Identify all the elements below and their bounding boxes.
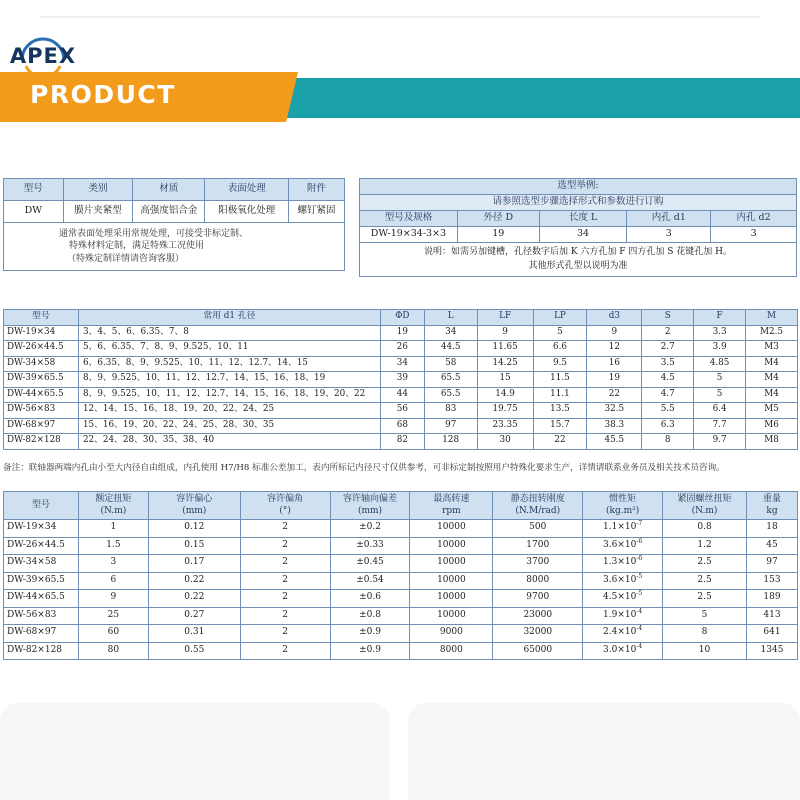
performance-header-cell xyxy=(493,492,583,520)
spec-cell: 高强度铝合金 xyxy=(133,201,205,223)
dimension-cell: 14.25 xyxy=(477,356,533,372)
torque-cell: 1.5 xyxy=(78,537,148,555)
torque-cell: 6 xyxy=(78,572,148,590)
header-unit: (N.m) xyxy=(100,505,127,516)
apex-logo xyxy=(8,36,78,82)
axial-cell: ±0.9 xyxy=(330,625,410,643)
dimension-cell: 3.5 xyxy=(642,356,694,372)
spec-header-cell: 表面处理 xyxy=(205,179,289,201)
inertia-exponent: -5 xyxy=(636,572,643,580)
inertia-exponent: -4 xyxy=(636,625,643,633)
example-title: 选型举例: xyxy=(360,179,797,195)
header-label: 容许偏角 xyxy=(267,494,304,505)
dimension-header-cell: 型号 xyxy=(4,310,79,326)
spec-note-line: 通常表面处理采用常规处理，可接受非标定制、 xyxy=(59,229,249,240)
dimension-cell: 44 xyxy=(380,387,424,403)
torque-cell: 60 xyxy=(78,625,148,643)
inertia-exponent: -4 xyxy=(636,607,643,615)
performance-table-body xyxy=(4,520,798,660)
dimension-cell: 68 xyxy=(380,418,424,434)
ecc-cell: 0.22 xyxy=(148,590,240,608)
header-label: 紧固螺丝扭矩 xyxy=(677,494,732,505)
spec-cell: DW xyxy=(4,201,64,223)
example-cell: 19 xyxy=(457,227,539,243)
inertia-mantissa: 4.5×10 xyxy=(603,592,637,603)
dimension-row xyxy=(4,356,798,372)
dimension-cell: 58 xyxy=(424,356,477,372)
dimension-table xyxy=(3,309,798,450)
dimension-cell: M6 xyxy=(746,418,798,434)
spec-cell: 螺钉紧固 xyxy=(289,201,345,223)
screw-cell: 10 xyxy=(663,642,747,660)
weight-cell: 97 xyxy=(746,555,797,573)
header-unit: (mm) xyxy=(357,505,383,516)
example-row xyxy=(360,227,797,243)
dimension-table-body xyxy=(4,325,798,449)
axial-cell: ±0.6 xyxy=(330,590,410,608)
dimension-cell: 5 xyxy=(694,372,746,388)
angle-cell: 2 xyxy=(240,572,330,590)
rpm-cell: 10000 xyxy=(410,607,493,625)
dimension-header-cell: LP xyxy=(533,310,587,326)
dimension-cell: 83 xyxy=(424,403,477,419)
example-cell: 34 xyxy=(539,227,627,243)
dimension-cell: 34 xyxy=(424,325,477,341)
dimension-header-cell: F xyxy=(694,310,746,326)
stiff-cell: 3700 xyxy=(493,555,583,573)
performance-header-cell xyxy=(410,492,493,520)
dimension-cell: 23.35 xyxy=(477,418,533,434)
model-cell: DW-34×58 xyxy=(4,555,79,573)
dimension-cell: 3.3 xyxy=(694,325,746,341)
bore-sizes-cell: 15、16、19、20、22、24、25、28、30、35 xyxy=(78,418,380,434)
performance-row xyxy=(4,537,798,555)
performance-row xyxy=(4,607,798,625)
dimension-cell: M4 xyxy=(746,372,798,388)
dimension-header-cell: L xyxy=(424,310,477,326)
inertia-cell xyxy=(583,555,663,573)
model-cell: DW-39×65.5 xyxy=(4,572,79,590)
inertia-exponent: -6 xyxy=(636,555,643,563)
model-cell: DW-26×44.5 xyxy=(4,537,79,555)
spec-header-cell: 型号 xyxy=(4,179,64,201)
performance-header-cell xyxy=(4,492,79,520)
model-cell: DW-34×58 xyxy=(4,356,79,372)
dimension-cell: 8 xyxy=(642,434,694,450)
dimension-cell: 9 xyxy=(477,325,533,341)
dimension-cell: 45.5 xyxy=(587,434,642,450)
dimension-cell: 39 xyxy=(380,372,424,388)
example-note-line: 其他形式孔型以说明为准 xyxy=(528,260,628,271)
stiff-cell: 23000 xyxy=(493,607,583,625)
performance-header-cell xyxy=(583,492,663,520)
header-unit: (N.m) xyxy=(691,505,718,516)
model-cell: DW-56×83 xyxy=(4,607,79,625)
header-label: 型号 xyxy=(31,499,50,510)
weight-cell: 1345 xyxy=(746,642,797,660)
dimension-cell: 5.5 xyxy=(642,403,694,419)
performance-row xyxy=(4,520,798,538)
inertia-cell xyxy=(583,625,663,643)
dimension-cell: 9.7 xyxy=(694,434,746,450)
dimension-row xyxy=(4,341,798,357)
dimension-cell: 34 xyxy=(380,356,424,372)
model-cell: DW-68×97 xyxy=(4,625,79,643)
spec-note-line: 特殊材料定制，满足特殊工况使用 xyxy=(69,241,205,252)
selection-example-table xyxy=(359,178,797,277)
weight-cell: 189 xyxy=(746,590,797,608)
ecc-cell: 0.17 xyxy=(148,555,240,573)
example-subtitle-row xyxy=(360,195,797,211)
dimension-header-cell: LF xyxy=(477,310,533,326)
ecc-cell: 0.12 xyxy=(148,520,240,538)
header-label: 重量 xyxy=(762,494,781,505)
rpm-cell: 8000 xyxy=(410,642,493,660)
model-cell: DW-26×44.5 xyxy=(4,341,79,357)
dimension-cell: 97 xyxy=(424,418,477,434)
spec-note xyxy=(4,223,345,271)
inertia-mantissa: 2.4×10 xyxy=(603,627,637,638)
axial-cell: ±0.8 xyxy=(330,607,410,625)
bore-sizes-cell: 8、9、9.525、10、11、12、12.7、14、15、16、18、19、20、22 xyxy=(78,387,380,403)
top-divider xyxy=(40,16,760,18)
inertia-mantissa: 3.0×10 xyxy=(603,644,637,655)
header-unit: rpm xyxy=(442,505,461,516)
ecc-cell: 0.31 xyxy=(148,625,240,643)
dimension-header-cell: ΦD xyxy=(380,310,424,326)
dimension-cell: M3 xyxy=(746,341,798,357)
dimension-header-cell: d3 xyxy=(587,310,642,326)
bore-sizes-cell: 12、14、15、16、18、19、20、22、24、25 xyxy=(78,403,380,419)
axial-cell: ±0.45 xyxy=(330,555,410,573)
dimension-cell: M2.5 xyxy=(746,325,798,341)
stiff-cell: 8000 xyxy=(493,572,583,590)
dimension-cell: 19 xyxy=(587,372,642,388)
header-label: 静态扭转刚度 xyxy=(510,494,565,505)
rpm-cell: 10000 xyxy=(410,555,493,573)
spec-cell: 阳极氧化处理 xyxy=(205,201,289,223)
logo-text: APEX xyxy=(9,44,77,68)
inertia-cell xyxy=(583,590,663,608)
example-subtitle: 请参照选型步骤选择形式和参数进行订购 xyxy=(360,195,797,211)
screw-cell: 5 xyxy=(663,607,747,625)
header-unit: (kg.m²) xyxy=(606,505,640,516)
rpm-cell: 10000 xyxy=(410,590,493,608)
dimension-cell: M5 xyxy=(746,403,798,419)
weight-cell: 153 xyxy=(746,572,797,590)
banner-title: PRODUCT xyxy=(30,80,176,109)
header-unit: (mm) xyxy=(182,505,207,516)
inertia-exponent: -7 xyxy=(636,520,643,528)
model-cell: DW-19×34 xyxy=(4,325,79,341)
dimension-row xyxy=(4,418,798,434)
performance-header-cell xyxy=(663,492,747,520)
model-cell: DW-82×128 xyxy=(4,434,79,450)
header-label: 容许轴向偏差 xyxy=(342,494,397,505)
performance-header-cell xyxy=(78,492,148,520)
header-unit: (°) xyxy=(279,505,291,516)
dimension-cell: M8 xyxy=(746,434,798,450)
torque-cell: 25 xyxy=(78,607,148,625)
screw-cell: 2.5 xyxy=(663,590,747,608)
dimension-header-cell: M xyxy=(746,310,798,326)
stiff-cell: 32000 xyxy=(493,625,583,643)
header-label: 额定扭矩 xyxy=(95,494,132,505)
axial-cell: ±0.2 xyxy=(330,520,410,538)
dimension-cell: 11.65 xyxy=(477,341,533,357)
dimension-cell: 6.6 xyxy=(533,341,587,357)
example-note-line: 说明：如需另加键槽，孔径数字后加 K 六方孔加 F 四方孔加 S 花键孔加 H。 xyxy=(423,247,732,258)
dimension-cell: 6.4 xyxy=(694,403,746,419)
torque-cell: 3 xyxy=(78,555,148,573)
torque-cell: 1 xyxy=(78,520,148,538)
inertia-cell xyxy=(583,607,663,625)
spec-note-line: （特殊定制详情请咨询客服） xyxy=(67,253,185,264)
performance-header-cell xyxy=(240,492,330,520)
example-header-cell: 内孔 d1 xyxy=(627,211,711,227)
dimension-cell: 4.7 xyxy=(642,387,694,403)
torque-cell: 9 xyxy=(78,590,148,608)
weight-cell: 413 xyxy=(746,607,797,625)
model-cell: DW-44×65.5 xyxy=(4,387,79,403)
model-cell: DW-56×83 xyxy=(4,403,79,419)
performance-header-row xyxy=(4,492,798,520)
dimension-cell: 4.5 xyxy=(642,372,694,388)
spec-header-cell: 材质 xyxy=(133,179,205,201)
spec-table xyxy=(3,178,345,271)
dimension-cell: 6.3 xyxy=(642,418,694,434)
model-cell: DW-19×34 xyxy=(4,520,79,538)
dimension-cell: 65.5 xyxy=(424,372,477,388)
bore-sizes-cell: 6、6.35、8、9、9.525、10、11、12、12.7、14、15 xyxy=(78,356,380,372)
dimension-cell: 11.1 xyxy=(533,387,587,403)
inertia-mantissa: 1.9×10 xyxy=(603,609,637,620)
inertia-mantissa: 3.6×10 xyxy=(603,574,637,585)
dimension-cell: 44.5 xyxy=(424,341,477,357)
performance-row xyxy=(4,572,798,590)
spec-header-cell: 类别 xyxy=(63,179,133,201)
dimension-cell: 65.5 xyxy=(424,387,477,403)
dimension-cell: 5 xyxy=(694,387,746,403)
inertia-exponent: -6 xyxy=(636,537,643,545)
dimension-row xyxy=(4,325,798,341)
spec-note-row xyxy=(4,223,345,271)
weight-cell: 45 xyxy=(746,537,797,555)
ecc-cell: 0.15 xyxy=(148,537,240,555)
inertia-cell xyxy=(583,642,663,660)
dimension-cell: 2 xyxy=(642,325,694,341)
dimension-cell: 3.9 xyxy=(694,341,746,357)
performance-row xyxy=(4,642,798,660)
dimension-cell: 13.5 xyxy=(533,403,587,419)
inertia-mantissa: 1.3×10 xyxy=(603,557,637,568)
ecc-cell: 0.27 xyxy=(148,607,240,625)
spec-cell: 膜片夹紧型 xyxy=(63,201,133,223)
axial-cell: ±0.54 xyxy=(330,572,410,590)
dimension-cell: 9.5 xyxy=(533,356,587,372)
inertia-exponent: -5 xyxy=(636,590,643,598)
dimension-cell: 19 xyxy=(380,325,424,341)
screw-cell: 0.8 xyxy=(663,520,747,538)
screw-cell: 1.2 xyxy=(663,537,747,555)
angle-cell: 2 xyxy=(240,520,330,538)
dimension-cell: 5 xyxy=(533,325,587,341)
bore-sizes-cell: 22、24、28、30、35、38、40 xyxy=(78,434,380,450)
dimension-cell: 2.7 xyxy=(642,341,694,357)
model-cell: DW-82×128 xyxy=(4,642,79,660)
dimension-cell: 82 xyxy=(380,434,424,450)
dimension-cell: 4.85 xyxy=(694,356,746,372)
dimension-cell: 14.9 xyxy=(477,387,533,403)
dimension-row xyxy=(4,403,798,419)
performance-row xyxy=(4,555,798,573)
spec-row xyxy=(4,201,345,223)
rpm-cell: 10000 xyxy=(410,520,493,538)
header-unit: kg xyxy=(766,505,778,516)
dimension-cell: 7.7 xyxy=(694,418,746,434)
performance-header-cell xyxy=(148,492,240,520)
weight-cell: 18 xyxy=(746,520,797,538)
dimension-cell: 11.5 xyxy=(533,372,587,388)
dimension-cell: 56 xyxy=(380,403,424,419)
performance-row xyxy=(4,625,798,643)
inertia-cell xyxy=(583,520,663,538)
example-header-cell: 型号及规格 xyxy=(360,211,458,227)
model-cell: DW-44×65.5 xyxy=(4,590,79,608)
angle-cell: 2 xyxy=(240,625,330,643)
header-label: 容许偏心 xyxy=(176,494,213,505)
example-title-row xyxy=(360,179,797,195)
rpm-cell: 10000 xyxy=(410,572,493,590)
inertia-cell xyxy=(583,572,663,590)
example-cell: 3 xyxy=(711,227,797,243)
bore-sizes-cell: 5、6、6.35、7、8、9、9.525、10、11 xyxy=(78,341,380,357)
angle-cell: 2 xyxy=(240,607,330,625)
header-label: 惯性矩 xyxy=(609,494,637,505)
performance-header-cell xyxy=(330,492,410,520)
spec-header-cell: 附件 xyxy=(289,179,345,201)
dimension-row xyxy=(4,387,798,403)
angle-cell: 2 xyxy=(240,642,330,660)
inertia-cell xyxy=(583,537,663,555)
example-header-cell: 内孔 d2 xyxy=(711,211,797,227)
dimension-row xyxy=(4,434,798,450)
header-unit: (N.M/rad) xyxy=(515,505,561,516)
angle-cell: 2 xyxy=(240,537,330,555)
model-cell: DW-39×65.5 xyxy=(4,372,79,388)
footer-panel-left xyxy=(0,703,390,800)
dimension-header-cell: 常用 d1 孔径 xyxy=(78,310,380,326)
dimension-cell: 128 xyxy=(424,434,477,450)
rpm-cell: 9000 xyxy=(410,625,493,643)
inertia-mantissa: 3.6×10 xyxy=(603,539,637,550)
angle-cell: 2 xyxy=(240,590,330,608)
inertia-exponent: -4 xyxy=(636,642,643,650)
dimension-cell: 15.7 xyxy=(533,418,587,434)
footer-panel-right xyxy=(408,703,800,800)
dimension-cell: 15 xyxy=(477,372,533,388)
ecc-cell: 0.22 xyxy=(148,572,240,590)
stiff-cell: 1700 xyxy=(493,537,583,555)
example-header-cell: 长度 L xyxy=(539,211,627,227)
dimension-cell: 22 xyxy=(533,434,587,450)
torque-cell: 80 xyxy=(78,642,148,660)
performance-table xyxy=(3,491,798,660)
rpm-cell: 10000 xyxy=(410,537,493,555)
example-cell: DW-19×34-3×3 xyxy=(360,227,458,243)
dimension-header-cell: S xyxy=(642,310,694,326)
stiff-cell: 65000 xyxy=(493,642,583,660)
example-note xyxy=(360,243,797,277)
axial-cell: ±0.9 xyxy=(330,642,410,660)
screw-cell: 2.5 xyxy=(663,572,747,590)
inertia-mantissa: 1.1×10 xyxy=(603,522,637,533)
screw-cell: 2.5 xyxy=(663,555,747,573)
dimension-cell: 32.5 xyxy=(587,403,642,419)
stiff-cell: 500 xyxy=(493,520,583,538)
dimension-remark: 备注：联轴器两端内孔由小至大内径自由组成，内孔使用 H7/H8 标准公差加工，表内所标记内径尺寸仅供参考，可非标定制按照用户特殊化要求生产，详情请联系业务员及相关技术员咨询。 xyxy=(3,463,725,473)
example-header-row xyxy=(360,211,797,227)
model-cell: DW-68×97 xyxy=(4,418,79,434)
dimension-row xyxy=(4,372,798,388)
dimension-cell: 22 xyxy=(587,387,642,403)
dimension-cell: 16 xyxy=(587,356,642,372)
banner-teal-band xyxy=(250,78,800,118)
example-note-row xyxy=(360,243,797,277)
dimension-cell: 38.3 xyxy=(587,418,642,434)
bore-sizes-cell: 3、4、5、6、6.35、7、8 xyxy=(78,325,380,341)
performance-row xyxy=(4,590,798,608)
header-label: 最高转速 xyxy=(433,494,470,505)
ecc-cell: 0.55 xyxy=(148,642,240,660)
performance-header-cell xyxy=(746,492,797,520)
screw-cell: 8 xyxy=(663,625,747,643)
dimension-cell: 12 xyxy=(587,341,642,357)
dimension-cell: 9 xyxy=(587,325,642,341)
example-header-cell: 外径 D xyxy=(457,211,539,227)
dimension-cell: M4 xyxy=(746,356,798,372)
dimension-cell: M4 xyxy=(746,387,798,403)
angle-cell: 2 xyxy=(240,555,330,573)
bore-sizes-cell: 8、9、9.525、10、11、12、12.7、14、15、16、18、19 xyxy=(78,372,380,388)
dimension-header-row xyxy=(4,310,798,326)
axial-cell: ±0.33 xyxy=(330,537,410,555)
example-cell: 3 xyxy=(627,227,711,243)
weight-cell: 641 xyxy=(746,625,797,643)
dimension-cell: 26 xyxy=(380,341,424,357)
stiff-cell: 9700 xyxy=(493,590,583,608)
dimension-cell: 19.75 xyxy=(477,403,533,419)
dimension-cell: 30 xyxy=(477,434,533,450)
spec-header-row xyxy=(4,179,345,201)
